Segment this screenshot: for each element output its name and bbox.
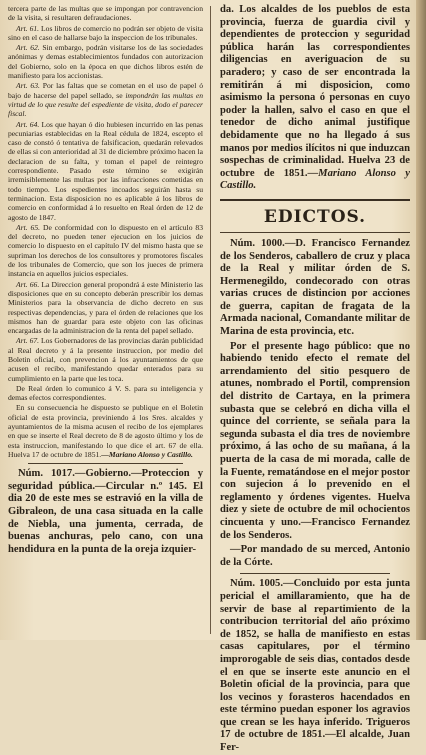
notice-1000: Núm. 1000.—D. Francisco Fernandez de los Senderos, caballero de cruz y placa de la Real y militar órden de S. Hermenegildo, condecorado con otras varias cruces de distincion por acciones de guerra, capitan de fragata de la Armada nacional, Comandante militar de Marina de esta provincia, etc. (220, 237, 410, 338)
signature: —Mariano Alonso y Castillo. (101, 449, 193, 459)
article-66: Art. 66. La Direccion general propondrá á este Ministerio las disposiciones que en su concepto deberán prescribir los demas Ministerios para la observancia de dicho decreto en sus respectivas dependencias, y para el órden de relaciones que los mismos han de guardar para este objeto con las oficinas encargadas de la administracion de la renta del papel sellado. (8, 279, 204, 336)
separator-rule (28, 463, 183, 464)
notice-1000-body: Por el presente hago público: que no habiendo tenido efecto el remate del arrendamiento del sitio pesquero de atunes, nombrado el Portil, comprension del distrito de Cartaya, en la primera subasta que se celebró en dicha villa el quince del corriente, se señala para la segunda subasta el dia tres de noviembre próximo, á las ocho de su mañana, á la puerta de la casa de mi morada, calle de la Fuente, rematándose en el mejor postor con sujecion á lo prevenido en el reglamento y órdenes vigentes. Huelva diez y siete de octubre de mil ochocientos cincuenta y uno.—Francisco Fernandez de los Senderos. (220, 340, 410, 541)
title-rule (220, 232, 410, 233)
royal-order-paragraph: De Real órden lo comunico á V. S. para su inteligencia y demas efectos correspondientes. (8, 383, 203, 403)
section-title: EDICTOS. (263, 206, 367, 227)
article-67: Art. 67. Los Gobernadores de las provincias darán publicidad al Real decreto y á la presente instruccion, por medio del Boletin oficial, con prevencion á los ayuntamientos de que acusen el recibo, manifestando quedar enterados para su cumplimiento en la parte que les toca. (8, 336, 203, 383)
notice-1017-continuation: da. Los alcaldes de los pueblos de esta provincia, fuerza de guardia civil y dependientes de proteccion y seguridad pública harán las correspondientes diligencias en averiguacion de su paradero; y caso de ser encontrada la remitirán á mi disposicion, como asimismo la persona ó personas en cuyo poder la hallen, salvo el caso en que el tenedor de dicho animal justifique debidamente que no ha llegado á sus manos por medios ilícitos ni que induzcan sospechas de criminalidad. Huelva 23 de octubre de 1851.—Mariano Alonso y Castillo. (220, 4, 410, 192)
notice-1017: Núm. 1017.—Gobierno.—Proteccion y seguridad pública.—Circular n.º 145. El dia 20 de este mes se estravió en la villa de Gibraleon, de una casa situada en la calle de Niebla, una jumenta, cerrada, de buenas anchuras, pelo cano, con una hendidura en la punta de la oreja izquier- (8, 468, 204, 555)
column-divider (210, 6, 211, 634)
paragraph-continuation: tercera parte de las multas que se impongan por contravencion de la visita, si resultaren defraudaciones. (8, 4, 203, 23)
section-rule (220, 199, 410, 201)
left-column (8, 4, 203, 636)
notice-1005: Núm. 1005.—Concluido por esta junta pericial el amillaramiento, que ha de servir de base al repartimiento de la contribucion territorial del año próximo de 1852, se halla de manifiesto en estas casas capitulares, por el término improrogable de seis dias, contados desde el en que se inserte este anuncio en el Boletin oficial de la provincia, para que los vecinos y forasteros hacendados en este término puedan esponer los agravios que crean se les haya inferido. Trigueros 17 de octubre de 1851.—El alcalde, Juan Fer- (220, 578, 410, 754)
article-65: Art. 65. De conformidad con lo dispuesto en el artículo 83 del decreto, no pueden tener ejecucion en los juicios de comercio lo dispuesto en el capítulo IV del mismo hasta que se supriman los derechos de los consultores y promotores fiscales de los tribunales de Comercio, que son los jueces de primera instancia en aquellos juicios especiales. (8, 222, 204, 279)
signature: —Mariano Alonso y Castillo. (220, 167, 410, 192)
article-64: Art. 64. Los que hayan ó dio hubiesen incurrido en las penas pecuniarias establecidas en la Real cédula de 1824, escepto el caso de constó ó tentativa de falsificacion, quedarán relevados de ellas si con anterioridad al 31 de diciembre próximo hacen la declaracion de su falta, y toman el papel de reintegro correspondiente. Pasado este término se exigirán irremisiblemente las multas por las infracciones cometidas en todo tiempo. Los espedientes incoados seguirán hasta su terminacion. Esta disposicion no es aplicable á los libros de comercio en conformidad á lo resuelto en Real órden de 12 de agosto de 1847. (8, 119, 203, 222)
article-63: Art. 63. Por las faltas que se cometan en el uso de papel ó bajo de hacerse del papel sellado, se impondrán las multas en virtud de lo que resulte del espediente de visita, dodo el parecer fiscal. (8, 81, 203, 119)
separator-rule (240, 573, 390, 574)
article-61: Art. 61. Los libros de comercio no podrán ser objeto de visita sino en el caso de hallarse bajo la inspeccion de los tribunales. (8, 23, 203, 42)
right-column (220, 4, 410, 754)
article-62: Art. 62. Sin embargo, podrán visitarse los de las sociedades anónimas y demas establecimientos fundados con autorizacion del Gobierno, solo en la época en que dichos libros estén de manifiesto para los accionistas. (8, 43, 204, 81)
notice-1000-attestation: —Por mandado de su merced, Antonio de la Córte. (220, 544, 410, 568)
consequence-paragraph: En su consecuencia he dispuesto se publique en el Boletin oficial de esta provincia, previniendo á los Sres. alcaldes y ayuntamientos de la misma acusen el recibo de los ejemplares en que se inserte el Real decreto de 8 de agosto último y los de esta instruccion, manifestando lo que dice el art. 67 de ella. Huelva 17 de octubre de 1851.—Mariano Alonso y Castillo. (8, 403, 203, 459)
page-binding-edge (416, 0, 426, 640)
